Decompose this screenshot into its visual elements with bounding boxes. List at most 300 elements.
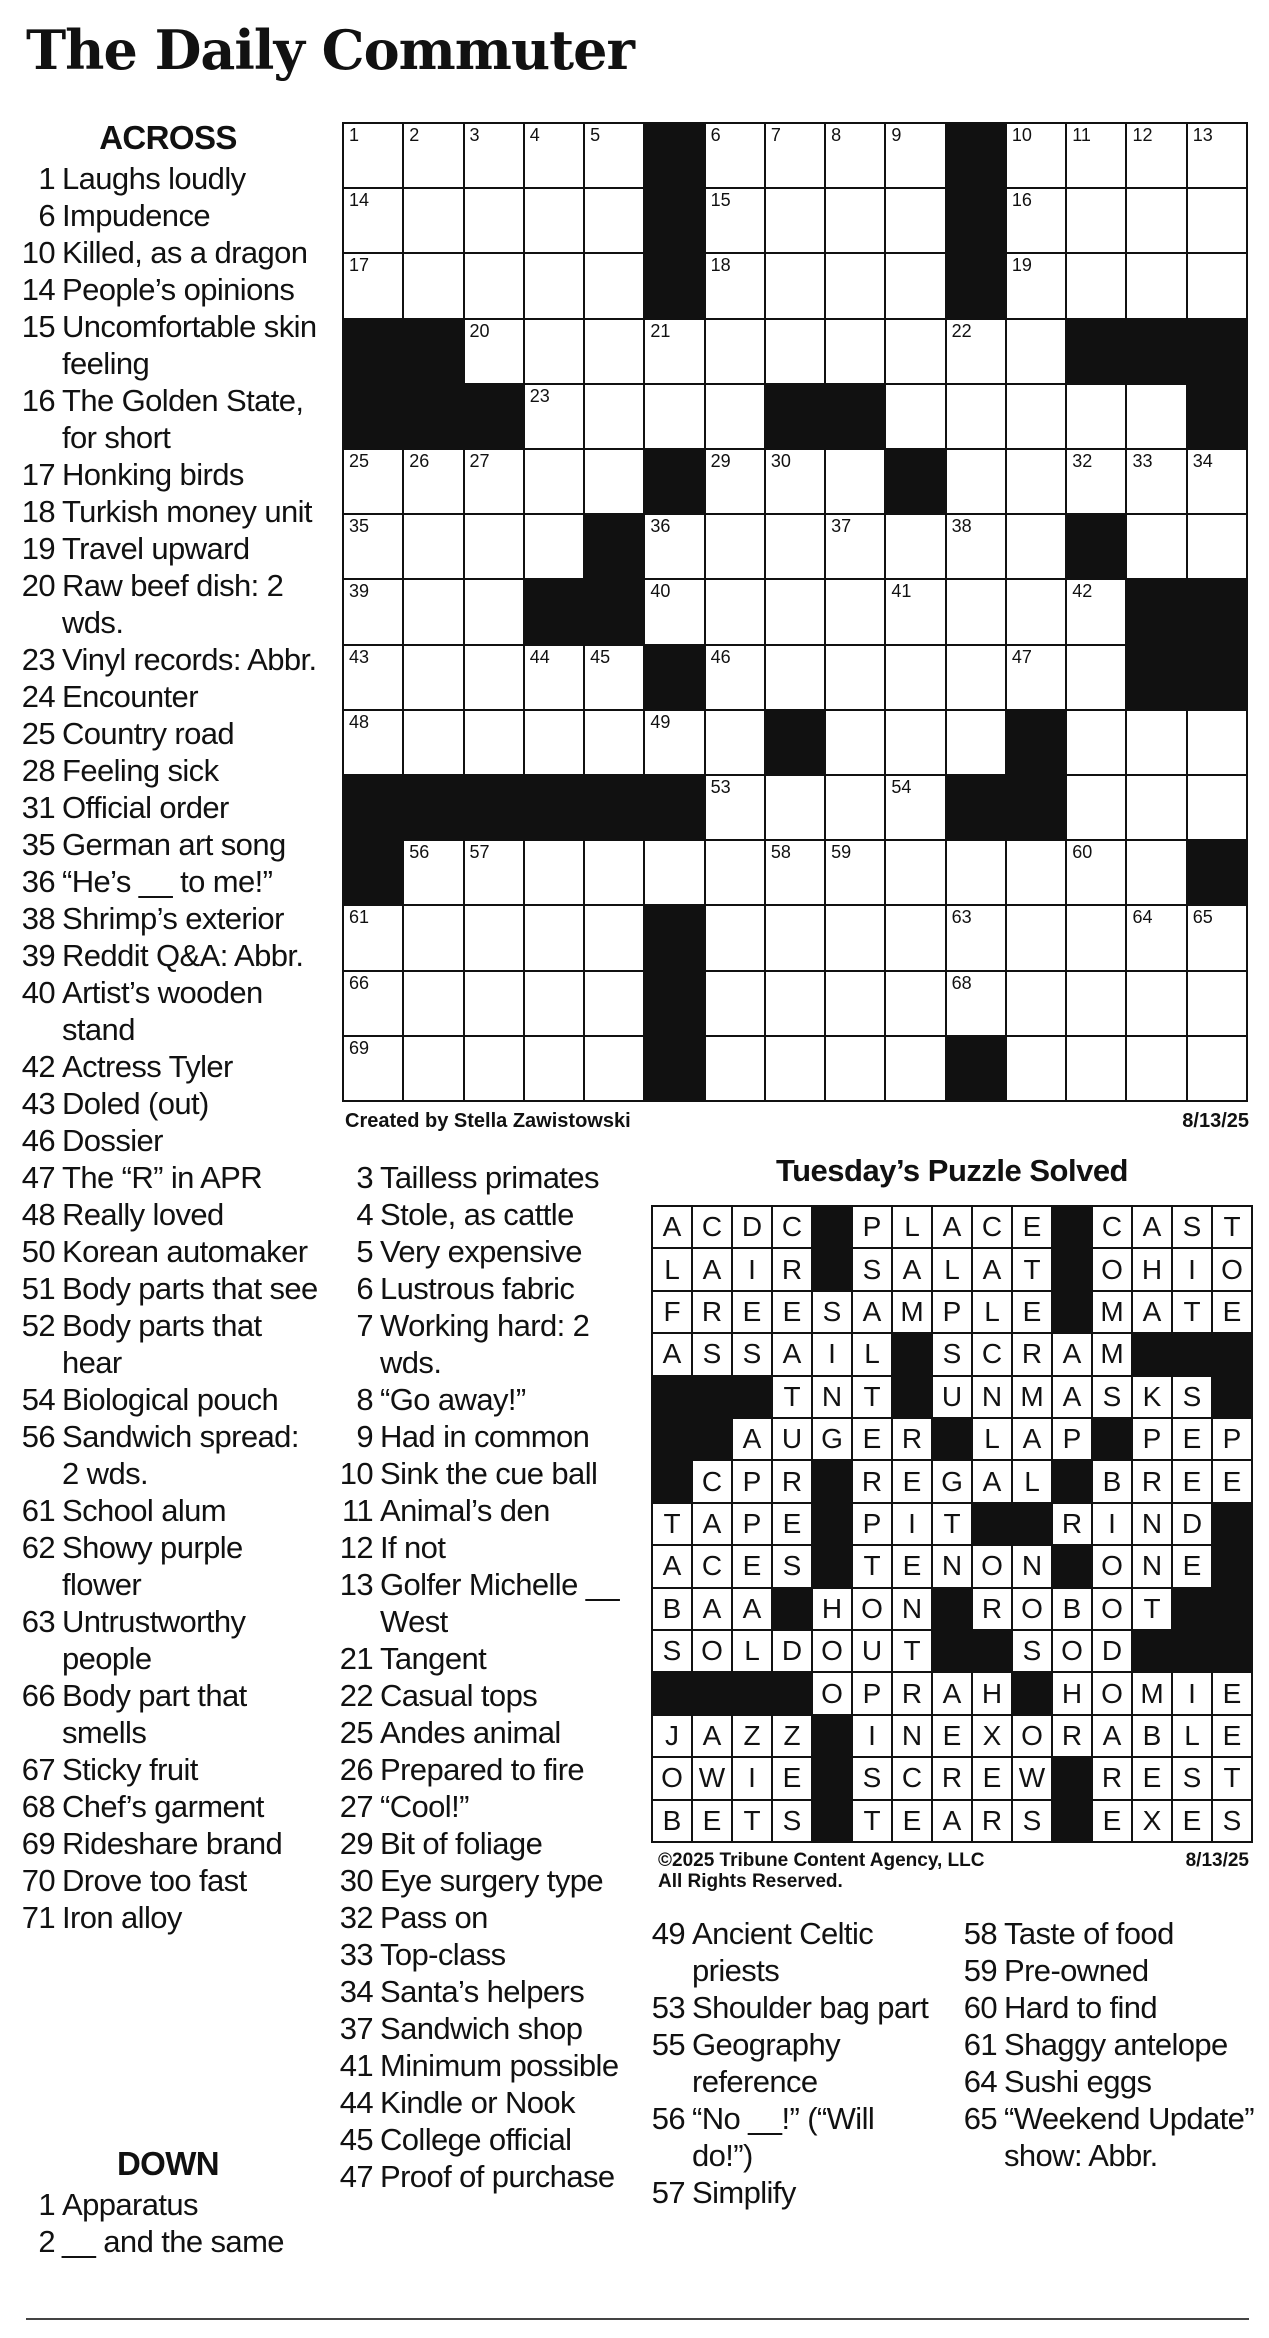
grid-cell[interactable] bbox=[1188, 189, 1246, 252]
grid-cell[interactable] bbox=[706, 906, 764, 969]
clue-number: 23 bbox=[21, 642, 55, 677]
clue-text: Encounter bbox=[62, 679, 198, 714]
grid-cell[interactable] bbox=[1188, 124, 1246, 187]
grid-cell[interactable] bbox=[645, 841, 703, 904]
grid-cell[interactable] bbox=[1188, 450, 1246, 513]
grid-cell[interactable] bbox=[706, 580, 764, 643]
grid-cell[interactable] bbox=[1007, 515, 1065, 578]
grid-cell[interactable] bbox=[525, 450, 583, 513]
grid-cell[interactable] bbox=[1127, 254, 1185, 317]
grid-cell[interactable] bbox=[585, 450, 643, 513]
grid-cell[interactable] bbox=[1127, 776, 1185, 839]
grid-cell[interactable] bbox=[1067, 124, 1125, 187]
grid-cell[interactable] bbox=[886, 776, 944, 839]
grid-cell[interactable] bbox=[585, 320, 643, 383]
grid-cell[interactable] bbox=[465, 189, 523, 252]
solution-letter: M bbox=[1093, 1292, 1131, 1332]
grid-cell[interactable] bbox=[886, 515, 944, 578]
grid-cell[interactable] bbox=[886, 972, 944, 1035]
grid-cell[interactable] bbox=[886, 1037, 944, 1100]
grid-cell[interactable] bbox=[947, 385, 1005, 448]
clue-text: Impudence bbox=[62, 198, 210, 233]
grid-cell[interactable] bbox=[404, 906, 462, 969]
grid-cell[interactable] bbox=[706, 646, 764, 709]
solution-letter: S bbox=[1093, 1377, 1131, 1417]
clue-text: Golfer Michelle __ West bbox=[380, 1567, 620, 1639]
grid-cell[interactable] bbox=[465, 580, 523, 643]
grid-cell[interactable] bbox=[344, 906, 402, 969]
grid-cell[interactable] bbox=[706, 124, 764, 187]
clue-item bbox=[336, 1196, 628, 1233]
cell-number: 29 bbox=[710, 451, 731, 471]
cell-number: 49 bbox=[650, 711, 671, 732]
clue-text: Sandwich shop bbox=[380, 2011, 583, 2046]
grid-cell[interactable] bbox=[706, 776, 764, 839]
grid-cell[interactable] bbox=[706, 841, 764, 904]
solution-letter: I bbox=[733, 1249, 771, 1289]
clue-text: Ancient Celtic priests bbox=[692, 1916, 874, 1988]
grid-cell[interactable] bbox=[1007, 124, 1065, 187]
solution-letter: P bbox=[1133, 1419, 1171, 1459]
grid-cell[interactable] bbox=[585, 1037, 643, 1100]
solution-black-square bbox=[1013, 1673, 1051, 1713]
grid-cell[interactable] bbox=[1067, 711, 1125, 774]
grid-cell[interactable] bbox=[826, 254, 884, 317]
grid-cell[interactable] bbox=[465, 646, 523, 709]
solution-letter: S bbox=[733, 1334, 771, 1374]
grid-cell[interactable] bbox=[585, 972, 643, 1035]
cell-number: 37 bbox=[831, 516, 852, 537]
grid-cell[interactable] bbox=[585, 711, 643, 774]
grid-cell[interactable] bbox=[1067, 189, 1125, 252]
clue-number: 27 bbox=[339, 1789, 373, 1824]
grid-cell[interactable] bbox=[1067, 646, 1125, 709]
grid-cell[interactable] bbox=[766, 189, 824, 252]
clue-text: “He’s __ to me!” bbox=[62, 864, 273, 899]
solution-letter: I bbox=[1093, 1504, 1131, 1544]
grid-cell[interactable] bbox=[826, 515, 884, 578]
black-square bbox=[404, 385, 462, 448]
grid-cell[interactable] bbox=[1188, 972, 1246, 1035]
solution-letter: O bbox=[1053, 1631, 1091, 1671]
grid-cell[interactable] bbox=[706, 320, 764, 383]
clue-text: “No __!” (“Will do!”) bbox=[692, 2101, 875, 2173]
grid-cell[interactable] bbox=[1007, 841, 1065, 904]
solution-letter: N bbox=[1013, 1546, 1051, 1586]
grid-cell[interactable] bbox=[947, 906, 1005, 969]
grid-cell[interactable] bbox=[465, 841, 523, 904]
solution-letter: C bbox=[973, 1334, 1011, 1374]
black-square bbox=[585, 776, 643, 839]
grid-cell[interactable] bbox=[886, 254, 944, 317]
grid-cell[interactable] bbox=[826, 1037, 884, 1100]
grid-cell[interactable] bbox=[886, 385, 944, 448]
grid-cell[interactable] bbox=[585, 906, 643, 969]
grid-cell[interactable] bbox=[1127, 1037, 1185, 1100]
grid-cell[interactable] bbox=[1067, 906, 1125, 969]
grid-cell[interactable] bbox=[886, 580, 944, 643]
grid-cell[interactable] bbox=[465, 906, 523, 969]
grid-cell[interactable] bbox=[706, 450, 764, 513]
clue-item bbox=[336, 1973, 628, 2010]
grid-cell[interactable] bbox=[1067, 841, 1125, 904]
cell-number: 4 bbox=[529, 125, 540, 145]
black-square bbox=[525, 776, 583, 839]
grid-cell[interactable] bbox=[826, 776, 884, 839]
grid-cell[interactable] bbox=[886, 189, 944, 252]
solution-letter: O bbox=[1093, 1589, 1131, 1629]
grid-cell[interactable] bbox=[766, 646, 824, 709]
clue-number: 3 bbox=[356, 1160, 373, 1195]
grid-cell[interactable] bbox=[1067, 385, 1125, 448]
clue-number: 36 bbox=[21, 864, 55, 899]
grid-cell[interactable] bbox=[404, 124, 462, 187]
solution-black-square bbox=[893, 1334, 931, 1374]
grid-cell[interactable] bbox=[1188, 906, 1246, 969]
solution-letter: P bbox=[733, 1504, 771, 1544]
grid-cell[interactable] bbox=[766, 776, 824, 839]
grid-cell[interactable] bbox=[645, 320, 703, 383]
cell-number: 18 bbox=[710, 255, 731, 276]
solution-letter: A bbox=[1093, 1716, 1131, 1756]
grid-cell[interactable] bbox=[525, 646, 583, 709]
solution-black-square bbox=[1053, 1249, 1091, 1289]
grid-cell[interactable] bbox=[585, 385, 643, 448]
clue-text: Body part that smells bbox=[62, 1678, 247, 1750]
clue-number: 22 bbox=[339, 1678, 373, 1713]
grid-cell[interactable] bbox=[585, 841, 643, 904]
clue-item bbox=[18, 678, 318, 715]
grid-cell[interactable] bbox=[947, 515, 1005, 578]
solution-letter: Z bbox=[773, 1716, 811, 1756]
grid-cell[interactable] bbox=[826, 189, 884, 252]
grid-cell[interactable] bbox=[1007, 450, 1065, 513]
cell-number: 1 bbox=[349, 125, 360, 145]
solution-letter: S bbox=[813, 1292, 851, 1332]
grid-cell[interactable] bbox=[1007, 320, 1065, 383]
grid-cell[interactable] bbox=[826, 320, 884, 383]
grid-cell[interactable] bbox=[1188, 711, 1246, 774]
grid-cell[interactable] bbox=[826, 450, 884, 513]
grid-cell[interactable] bbox=[344, 580, 402, 643]
grid-cell[interactable] bbox=[706, 711, 764, 774]
clue-text: Sticky fruit bbox=[62, 1752, 198, 1787]
grid-cell[interactable] bbox=[465, 972, 523, 1035]
clue-number: 28 bbox=[21, 753, 55, 788]
grid-cell[interactable] bbox=[1188, 1037, 1246, 1100]
grid-cell[interactable] bbox=[766, 972, 824, 1035]
grid-cell[interactable] bbox=[1007, 254, 1065, 317]
grid-cell[interactable] bbox=[525, 515, 583, 578]
grid-cell[interactable] bbox=[766, 841, 824, 904]
clue-item bbox=[18, 567, 318, 641]
grid-cell[interactable] bbox=[886, 906, 944, 969]
grid-cell[interactable] bbox=[525, 385, 583, 448]
grid-cell[interactable] bbox=[1188, 776, 1246, 839]
grid-cell[interactable] bbox=[1127, 124, 1185, 187]
clue-item bbox=[18, 1381, 318, 1418]
grid-cell[interactable] bbox=[404, 254, 462, 317]
black-square bbox=[645, 776, 703, 839]
clue-item bbox=[336, 1825, 628, 1862]
solution-letter: S bbox=[1013, 1801, 1051, 1841]
grid-cell[interactable] bbox=[1127, 450, 1185, 513]
clue-number: 63 bbox=[21, 1604, 55, 1639]
clue-text: Very expensive bbox=[380, 1234, 582, 1269]
clue-number: 6 bbox=[38, 198, 55, 233]
clue-number: 4 bbox=[356, 1197, 373, 1232]
grid-cell[interactable] bbox=[1007, 906, 1065, 969]
grid-cell[interactable] bbox=[344, 711, 402, 774]
solution-letter: A bbox=[693, 1716, 731, 1756]
grid-cell[interactable] bbox=[404, 972, 462, 1035]
clue-text: Biological pouch bbox=[62, 1382, 279, 1417]
clue-number: 18 bbox=[21, 494, 55, 529]
grid-cell[interactable] bbox=[525, 841, 583, 904]
grid-cell[interactable] bbox=[585, 124, 643, 187]
grid-cell[interactable] bbox=[1067, 450, 1125, 513]
solution-black-square bbox=[813, 1207, 851, 1247]
grid-cell[interactable] bbox=[947, 972, 1005, 1035]
solution-letter: D bbox=[1093, 1631, 1131, 1671]
clue-item bbox=[960, 1915, 1260, 1952]
grid-cell[interactable] bbox=[404, 841, 462, 904]
clue-number: 56 bbox=[651, 2101, 685, 2136]
grid-cell[interactable] bbox=[525, 189, 583, 252]
clue-text: College official bbox=[380, 2122, 572, 2157]
solution-letter: A bbox=[693, 1504, 731, 1544]
crossword-grid[interactable] bbox=[342, 122, 1248, 1102]
cell-number: 20 bbox=[469, 320, 490, 341]
solution-letter: L bbox=[1173, 1716, 1211, 1756]
grid-cell[interactable] bbox=[645, 515, 703, 578]
cell-number: 32 bbox=[1072, 451, 1093, 471]
solution-black-square bbox=[1053, 1292, 1091, 1332]
grid-cell[interactable] bbox=[404, 450, 462, 513]
solution-letter: A bbox=[933, 1801, 971, 1841]
grid-cell[interactable] bbox=[766, 906, 824, 969]
grid-cell[interactable] bbox=[465, 320, 523, 383]
grid-cell[interactable] bbox=[886, 646, 944, 709]
cell-number: 15 bbox=[710, 190, 731, 211]
down-clues-col2 bbox=[336, 1159, 628, 2195]
grid-cell[interactable] bbox=[1067, 972, 1125, 1035]
solution-letter: E bbox=[733, 1546, 771, 1586]
solution-letter: A bbox=[1013, 1419, 1051, 1459]
grid-cell[interactable] bbox=[404, 711, 462, 774]
grid-cell[interactable] bbox=[886, 124, 944, 187]
grid-cell[interactable] bbox=[344, 254, 402, 317]
black-square bbox=[1007, 776, 1065, 839]
grid-cell[interactable] bbox=[766, 450, 824, 513]
solution-letter: A bbox=[653, 1546, 691, 1586]
grid-cell[interactable] bbox=[886, 711, 944, 774]
grid-cell[interactable] bbox=[645, 711, 703, 774]
grid-cell[interactable] bbox=[766, 1037, 824, 1100]
grid-cell[interactable] bbox=[585, 646, 643, 709]
solution-letter: A bbox=[653, 1334, 691, 1374]
grid-cell[interactable] bbox=[766, 320, 824, 383]
solution-letter: H bbox=[813, 1589, 851, 1629]
solution-letter: T bbox=[893, 1631, 931, 1671]
clue-item bbox=[336, 1233, 628, 1270]
grid-cell[interactable] bbox=[344, 450, 402, 513]
clue-number: 39 bbox=[21, 938, 55, 973]
solution-letter: B bbox=[1053, 1589, 1091, 1629]
grid-cell[interactable] bbox=[645, 580, 703, 643]
solution-black-square bbox=[1093, 1419, 1131, 1459]
grid-cell[interactable] bbox=[766, 515, 824, 578]
grid-cell[interactable] bbox=[1007, 1037, 1065, 1100]
grid-cell[interactable] bbox=[706, 254, 764, 317]
grid-cell[interactable] bbox=[404, 1037, 462, 1100]
grid-cell[interactable] bbox=[1007, 580, 1065, 643]
grid-cell[interactable] bbox=[1007, 189, 1065, 252]
grid-cell[interactable] bbox=[525, 711, 583, 774]
grid-cell[interactable] bbox=[344, 972, 402, 1035]
grid-cell[interactable] bbox=[826, 972, 884, 1035]
grid-cell[interactable] bbox=[1188, 515, 1246, 578]
grid-cell[interactable] bbox=[706, 972, 764, 1035]
grid-cell[interactable] bbox=[465, 1037, 523, 1100]
grid-cell[interactable] bbox=[404, 515, 462, 578]
solution-black-square bbox=[1213, 1631, 1251, 1671]
clue-text: Apparatus bbox=[62, 2187, 198, 2222]
grid-cell[interactable] bbox=[826, 711, 884, 774]
grid-cell[interactable] bbox=[1188, 254, 1246, 317]
cell-number: 35 bbox=[349, 516, 370, 537]
grid-cell[interactable] bbox=[585, 254, 643, 317]
grid-cell[interactable] bbox=[1067, 254, 1125, 317]
grid-cell[interactable] bbox=[465, 450, 523, 513]
grid-cell[interactable] bbox=[465, 254, 523, 317]
grid-cell[interactable] bbox=[1127, 841, 1185, 904]
grid-cell[interactable] bbox=[525, 124, 583, 187]
grid-cell[interactable] bbox=[525, 972, 583, 1035]
grid-cell[interactable] bbox=[344, 515, 402, 578]
cell-number: 56 bbox=[409, 842, 430, 863]
grid-cell[interactable] bbox=[886, 841, 944, 904]
solution-letter: A bbox=[933, 1673, 971, 1713]
grid-cell[interactable] bbox=[1007, 385, 1065, 448]
clue-number: 33 bbox=[339, 1937, 373, 1972]
grid-cell[interactable] bbox=[1127, 189, 1185, 252]
grid-cell[interactable] bbox=[826, 646, 884, 709]
clue-item bbox=[648, 2026, 940, 2100]
clue-number: 47 bbox=[21, 1160, 55, 1195]
clue-item bbox=[648, 2100, 940, 2174]
clue-text: Kindle or Nook bbox=[380, 2085, 575, 2120]
cell-number: 8 bbox=[831, 125, 842, 145]
grid-cell[interactable] bbox=[706, 1037, 764, 1100]
grid-cell[interactable] bbox=[1067, 776, 1125, 839]
grid-cell[interactable] bbox=[1067, 580, 1125, 643]
grid-cell[interactable] bbox=[947, 841, 1005, 904]
grid-cell[interactable] bbox=[947, 580, 1005, 643]
grid-cell[interactable] bbox=[947, 711, 1005, 774]
solution-letter: A bbox=[693, 1249, 731, 1289]
grid-cell[interactable] bbox=[947, 646, 1005, 709]
grid-cell[interactable] bbox=[826, 906, 884, 969]
grid-cell[interactable] bbox=[826, 580, 884, 643]
grid-cell[interactable] bbox=[706, 515, 764, 578]
solution-letter: C bbox=[693, 1546, 731, 1586]
clue-text: Rideshare brand bbox=[62, 1826, 283, 1861]
clue-number: 34 bbox=[339, 1974, 373, 2009]
clue-item bbox=[336, 1936, 628, 1973]
clue-number: 61 bbox=[963, 2027, 997, 2062]
solution-letter: N bbox=[893, 1589, 931, 1629]
clue-number: 71 bbox=[21, 1900, 55, 1935]
solution-black-square bbox=[693, 1419, 731, 1459]
grid-cell[interactable] bbox=[525, 254, 583, 317]
clue-item bbox=[336, 1714, 628, 1751]
grid-cell[interactable] bbox=[1127, 515, 1185, 578]
cell-number: 58 bbox=[770, 842, 791, 863]
grid-cell[interactable] bbox=[1127, 385, 1185, 448]
solution-letter: D bbox=[773, 1631, 811, 1671]
grid-cell[interactable] bbox=[525, 1037, 583, 1100]
grid-cell[interactable] bbox=[344, 189, 402, 252]
grid-cell[interactable] bbox=[344, 646, 402, 709]
grid-cell[interactable] bbox=[947, 450, 1005, 513]
grid-cell[interactable] bbox=[886, 320, 944, 383]
solution-letter: I bbox=[853, 1716, 891, 1756]
clue-item bbox=[18, 715, 318, 752]
solution-letter: N bbox=[1133, 1504, 1171, 1544]
grid-cell[interactable] bbox=[465, 124, 523, 187]
solution-black-square bbox=[933, 1419, 971, 1459]
grid-cell[interactable] bbox=[706, 189, 764, 252]
grid-cell[interactable] bbox=[766, 124, 824, 187]
grid-cell[interactable] bbox=[1007, 972, 1065, 1035]
grid-cell[interactable] bbox=[645, 385, 703, 448]
clue-item bbox=[960, 2063, 1260, 2100]
grid-cell[interactable] bbox=[1067, 1037, 1125, 1100]
grid-cell[interactable] bbox=[344, 124, 402, 187]
grid-cell[interactable] bbox=[1007, 646, 1065, 709]
grid-cell[interactable] bbox=[585, 189, 643, 252]
grid-cell[interactable] bbox=[404, 646, 462, 709]
grid-cell[interactable] bbox=[1127, 711, 1185, 774]
grid-cell[interactable] bbox=[344, 1037, 402, 1100]
grid-cell[interactable] bbox=[404, 189, 462, 252]
cell-number: 6 bbox=[710, 125, 721, 145]
clue-number: 19 bbox=[21, 531, 55, 566]
grid-cell[interactable] bbox=[947, 320, 1005, 383]
grid-cell[interactable] bbox=[525, 906, 583, 969]
clue-item bbox=[18, 974, 318, 1048]
grid-cell[interactable] bbox=[1127, 906, 1185, 969]
grid-cell[interactable] bbox=[766, 254, 824, 317]
grid-cell[interactable] bbox=[826, 841, 884, 904]
grid-cell[interactable] bbox=[766, 580, 824, 643]
grid-cell[interactable] bbox=[404, 580, 462, 643]
clue-text: Killed, as a dragon bbox=[62, 235, 308, 270]
solution-letter: M bbox=[1133, 1673, 1171, 1713]
black-square bbox=[465, 776, 523, 839]
solution-letter: I bbox=[893, 1504, 931, 1544]
grid-cell[interactable] bbox=[706, 385, 764, 448]
grid-cell[interactable] bbox=[1127, 972, 1185, 1035]
grid-cell[interactable] bbox=[465, 515, 523, 578]
clue-item bbox=[336, 1418, 628, 1455]
grid-cell[interactable] bbox=[826, 124, 884, 187]
solution-letter: E bbox=[1173, 1419, 1211, 1459]
grid-cell[interactable] bbox=[465, 711, 523, 774]
grid-cell[interactable] bbox=[525, 320, 583, 383]
solution-letter: R bbox=[973, 1801, 1011, 1841]
